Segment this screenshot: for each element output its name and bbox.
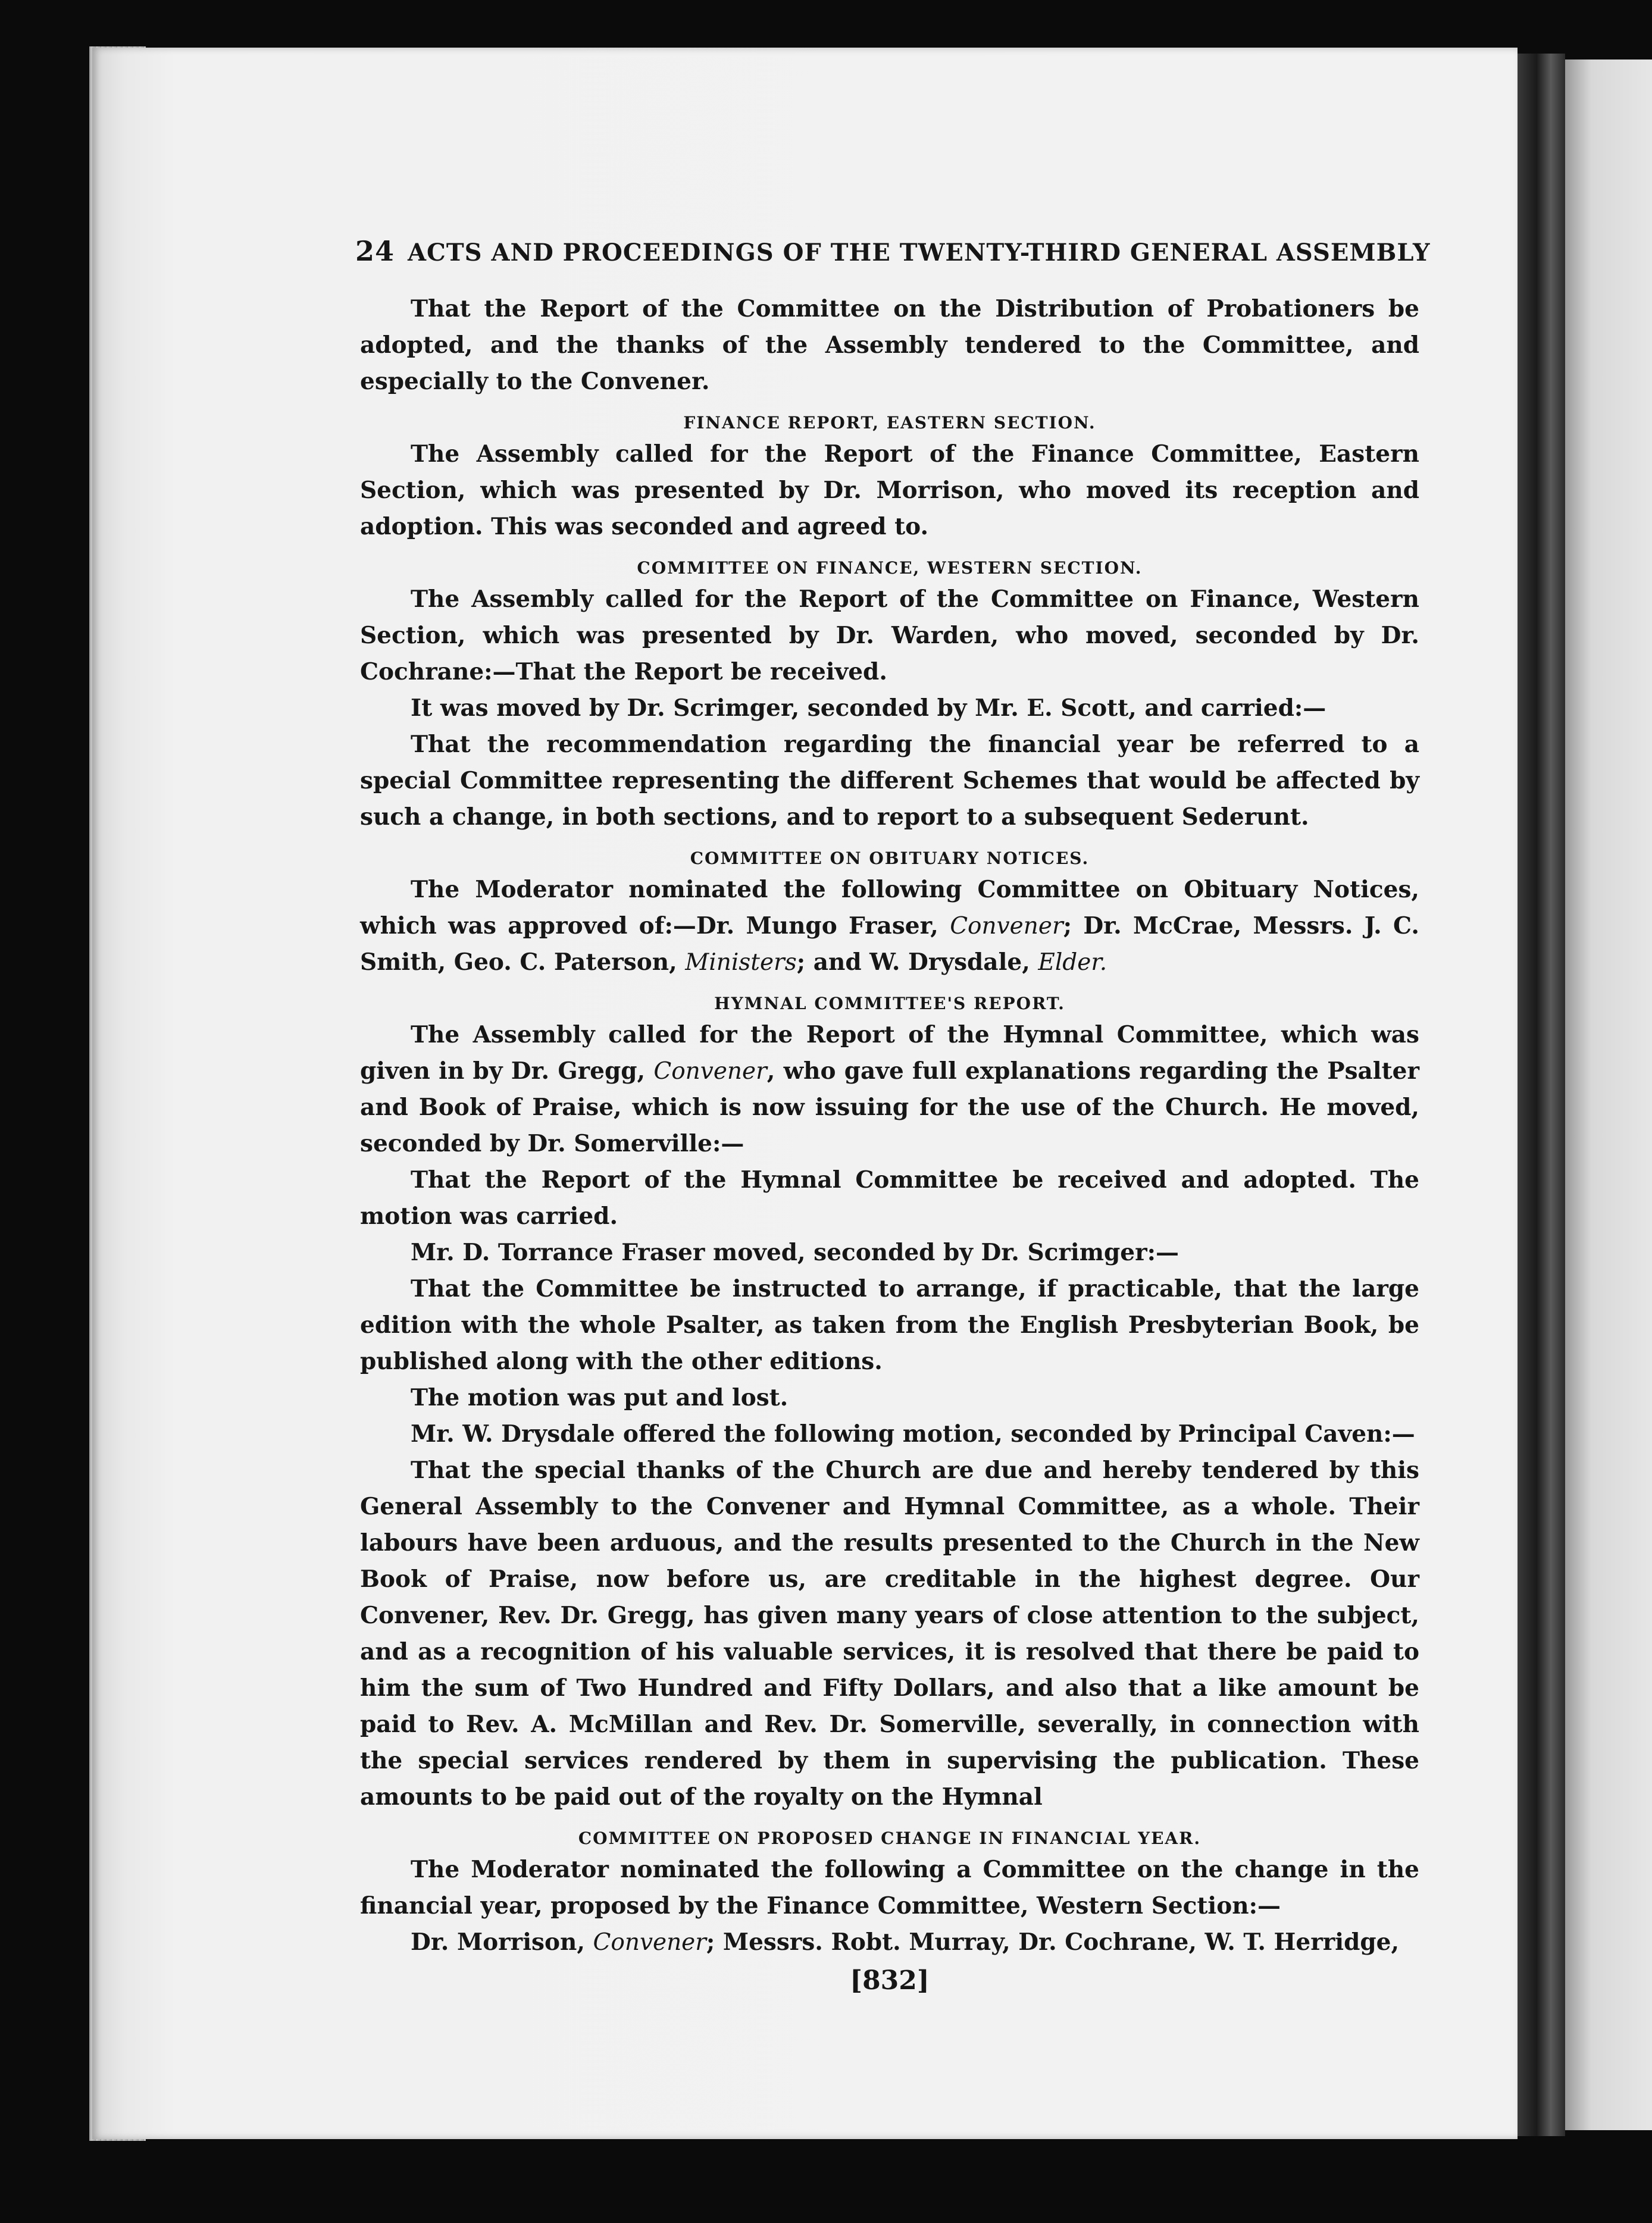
body-paragraph: The Moderator nominated the following Committee on Obituary Notices, which was approved of:—Dr. Mungo Fraser, Convener; Dr. McCrae, Messrs. J. C. Smith, Geo. C. Paterson, Ministers; and W. Drysdale, Elder. [360,876,1419,976]
section-heading: COMMITTEE ON OBITUARY NOTICES. [690,849,1090,868]
body-paragraph: Dr. Morrison, Convener; Messrs. Robt. Murray, Dr. Cochrane, W. T. Herridge, [411,1928,1400,1956]
body-paragraph: The Moderator nominated the following a Committee on the change in the financial year, proposed by the Finance Committee, Western Section:— [360,1856,1419,1920]
section-heading: HYMNAL COMMITTEE'S REPORT. [714,994,1065,1013]
body-paragraph: It was moved by Dr. Scrimger, seconded by Mr. E. Scott, and carried:— [411,694,1326,722]
body-paragraph: The Assembly called for the Report of the Finance Committee, Eastern Section, which was presented by Dr. Morrison, who moved its reception and adoption. This was seconded and agreed to. [360,440,1419,540]
body-paragraph: That the Report of the Committee on the Distribution of Probationers be adopted, and the thanks of the Assembly tendered to the Committee, and especially to the Convener. [360,295,1419,395]
section-heading: FINANCE REPORT, EASTERN SECTION. [683,413,1096,433]
body-paragraph: That the Committee be instructed to arrange, if practicable, that the large edition with the whole Psalter, as taken from the English Presbyterian Book, be published along with the other editions. [360,1275,1419,1375]
italic-term: Convener [593,1929,706,1956]
sections [360,291,1419,1961]
body-paragraph: Mr. W. Drysdale offered the following motion, seconded by Principal Caven:— [411,1420,1415,1448]
italic-term: Convener [653,1058,767,1085]
page-content [355,235,1431,1996]
section-heading: COMMITTEE ON FINANCE, WESTERN SECTION. [637,558,1143,578]
page-number: 24 [355,235,395,267]
section-heading: COMMITTEE ON PROPOSED CHANGE IN FINANCIAL YEAR. [578,1829,1202,1848]
body-paragraph: The Assembly called for the Report of the Hymnal Committee, which was given in by Dr. Gregg, Convener, who gave full explanations regarding the Psalter and Book of Praise, which is now issuing for the use of the Church. He moved, seconded by Dr. Somerville:— [360,1021,1419,1157]
body-paragraph: The motion was put and lost. [411,1384,789,1411]
folio-number: [832] [850,1965,930,1996]
running-header [355,235,1431,267]
italic-term: Elder. [1038,949,1107,976]
book-spine [1518,54,1565,2136]
running-title: ACTS AND PROCEEDINGS OF THE TWENTY-THIRD GENERAL ASSEMBLY [408,239,1431,267]
body-paragraph: That the Report of the Hymnal Committee be received and adopted. The motion was carried. [360,1166,1419,1230]
body-paragraph: Mr. D. Torrance Fraser moved, seconded by Dr. Scrimger:— [411,1239,1179,1266]
body-paragraph: That the recommendation regarding the financial year be referred to a special Committee representing the different Schemes that would be affected by such a change, in both sections, and to report to a subsequent Sederunt. [360,731,1419,831]
italic-term: Ministers [685,949,797,976]
body-paragraph: The Assembly called for the Report of the Committee on Finance, Western Section, which was presented by Dr. Warden, who moved, seconded by Dr. Cochrane:—That the Report be received. [360,586,1419,685]
body-paragraph: That the special thanks of the Church are due and hereby tendered by this General Assembly to the Convener and Hymnal Committee, as a whole. Their labours have been arduous, and the results presented to the Church in the New Book of Praise, now before us, are creditable in the highest degree. Our Convener, Rev. Dr. Gregg, has given many years of close attention to the subject, and as a recognition of his valuable services, it is resolved that there be paid to him the sum of Two Hundred and Fifty Dollars, and also that a like amount be paid to Rev. A. McMillan and Rev. Dr. Somerville, severally, in connection with the special services rendered by them in supervising the publication. These amounts to be paid out of the royalty on the Hymnal [360,1457,1419,1811]
italic-term: Convener [950,913,1063,940]
adjacent-page-edge [1565,60,1652,2130]
